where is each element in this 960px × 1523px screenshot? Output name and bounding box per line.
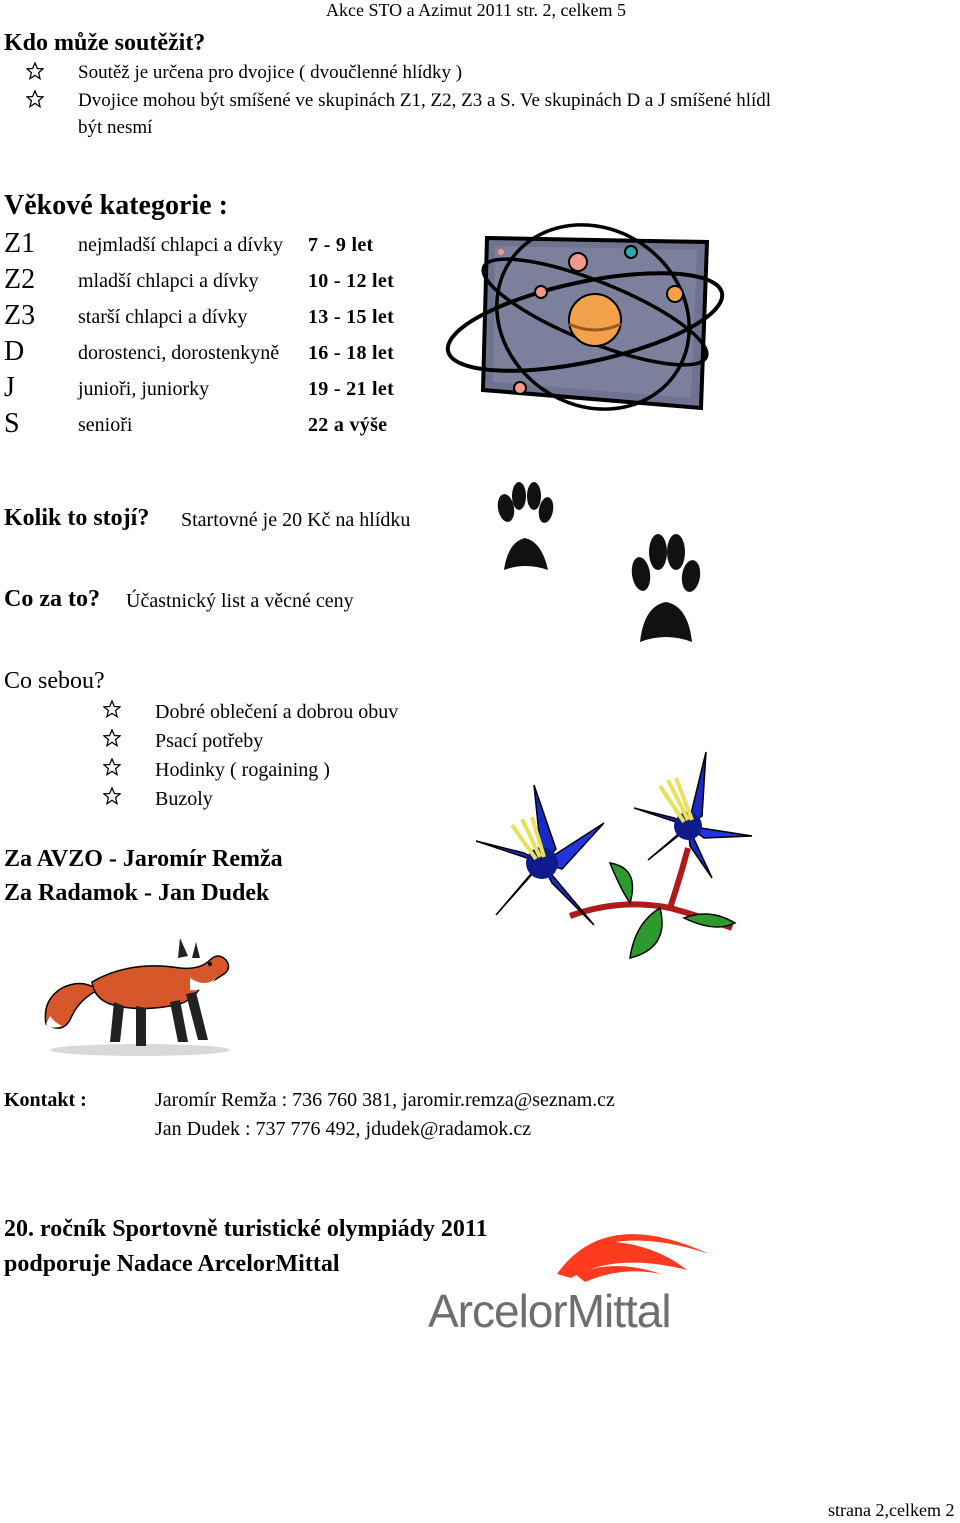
flower-icon (470, 748, 770, 963)
category-desc: nejmladší chlapci a dívky (78, 234, 283, 256)
category-desc: starší chlapci a dívky (78, 306, 248, 328)
star-outline-icon (26, 90, 44, 108)
reward-question: Co za to? (4, 586, 100, 612)
organizer-avzo: Za AVZO - Jaromír Remža (4, 846, 283, 872)
category-code: Z2 (4, 264, 36, 295)
age-heading: Věkové kategorie : (4, 190, 228, 221)
bring-item: Hodinky ( rogaining ) (155, 759, 330, 781)
category-code: Z1 (4, 228, 36, 259)
bring-item: Buzoly (155, 788, 213, 810)
paw-print-icon (628, 530, 702, 648)
bring-item: Psací potřeby (155, 730, 264, 752)
category-age: 16 - 18 let (308, 342, 395, 364)
category-desc: senioři (78, 414, 133, 436)
who-item-1: Soutěž je určena pro dvojice ( dvoučlenné hlídky ) (78, 62, 463, 83)
sponsor-line-1: 20. ročník Sportovně turistické olympiády 2011 (4, 1216, 488, 1242)
who-item-2-continuation: být nesmí (78, 117, 153, 138)
arcelormittal-logo-text: ArcelorMittal (428, 1285, 671, 1337)
category-age: 19 - 21 let (308, 378, 395, 400)
bring-heading: Co sebou? (4, 668, 105, 694)
star-outline-icon (103, 787, 121, 805)
sponsor-line-2: podporuje Nadace ArcelorMittal (4, 1251, 340, 1277)
category-age: 22 a výše (308, 414, 388, 436)
category-code: D (4, 336, 25, 367)
paw-print-icon (494, 478, 556, 578)
category-code: J (4, 372, 15, 403)
organizer-radamok: Za Radamok - Jan Dudek (4, 880, 270, 906)
star-outline-icon (103, 700, 121, 718)
category-age: 7 - 9 let (308, 234, 374, 256)
fox-icon (40, 930, 235, 1058)
star-outline-icon (103, 729, 121, 747)
contact-label: Kontakt : (4, 1089, 87, 1111)
category-desc: dorostenci, dorostenkyně (78, 342, 280, 364)
category-desc: junioři, juniorky (78, 378, 210, 400)
contact-line: Jan Dudek : 737 776 492, jdudek@radamok.cz (155, 1118, 532, 1140)
star-outline-icon (26, 62, 44, 80)
cost-answer: Startovné je 20 Kč na hlídku (181, 509, 411, 531)
page-header: Akce STO a Azimut 2011 str. 2, celkem 5 (326, 0, 626, 20)
category-desc: mladší chlapci a dívky (78, 270, 259, 292)
star-outline-icon (103, 758, 121, 776)
reward-answer: Účastnický list a věcné ceny (126, 590, 354, 612)
category-code: Z3 (4, 300, 36, 331)
page-footer: strana 2,celkem 2 (828, 1500, 955, 1520)
cost-question: Kolik to stojí? (4, 505, 150, 531)
who-heading: Kdo může soutěžit? (4, 30, 206, 56)
bring-item: Dobré oblečení a dobrou obuv (155, 701, 399, 723)
category-code: S (4, 408, 20, 439)
category-age: 13 - 15 let (308, 306, 395, 328)
who-item-2: Dvojice mohou být smíšené ve skupinách Z1, Z2, Z3 a S. Ve skupinách D a J smíšené hlídl (78, 90, 772, 111)
contact-line: Jaromír Remža : 736 760 381, jaromir.remza@seznam.cz (155, 1089, 615, 1111)
category-age: 10 - 12 let (308, 270, 395, 292)
solar-system-icon (435, 212, 735, 437)
